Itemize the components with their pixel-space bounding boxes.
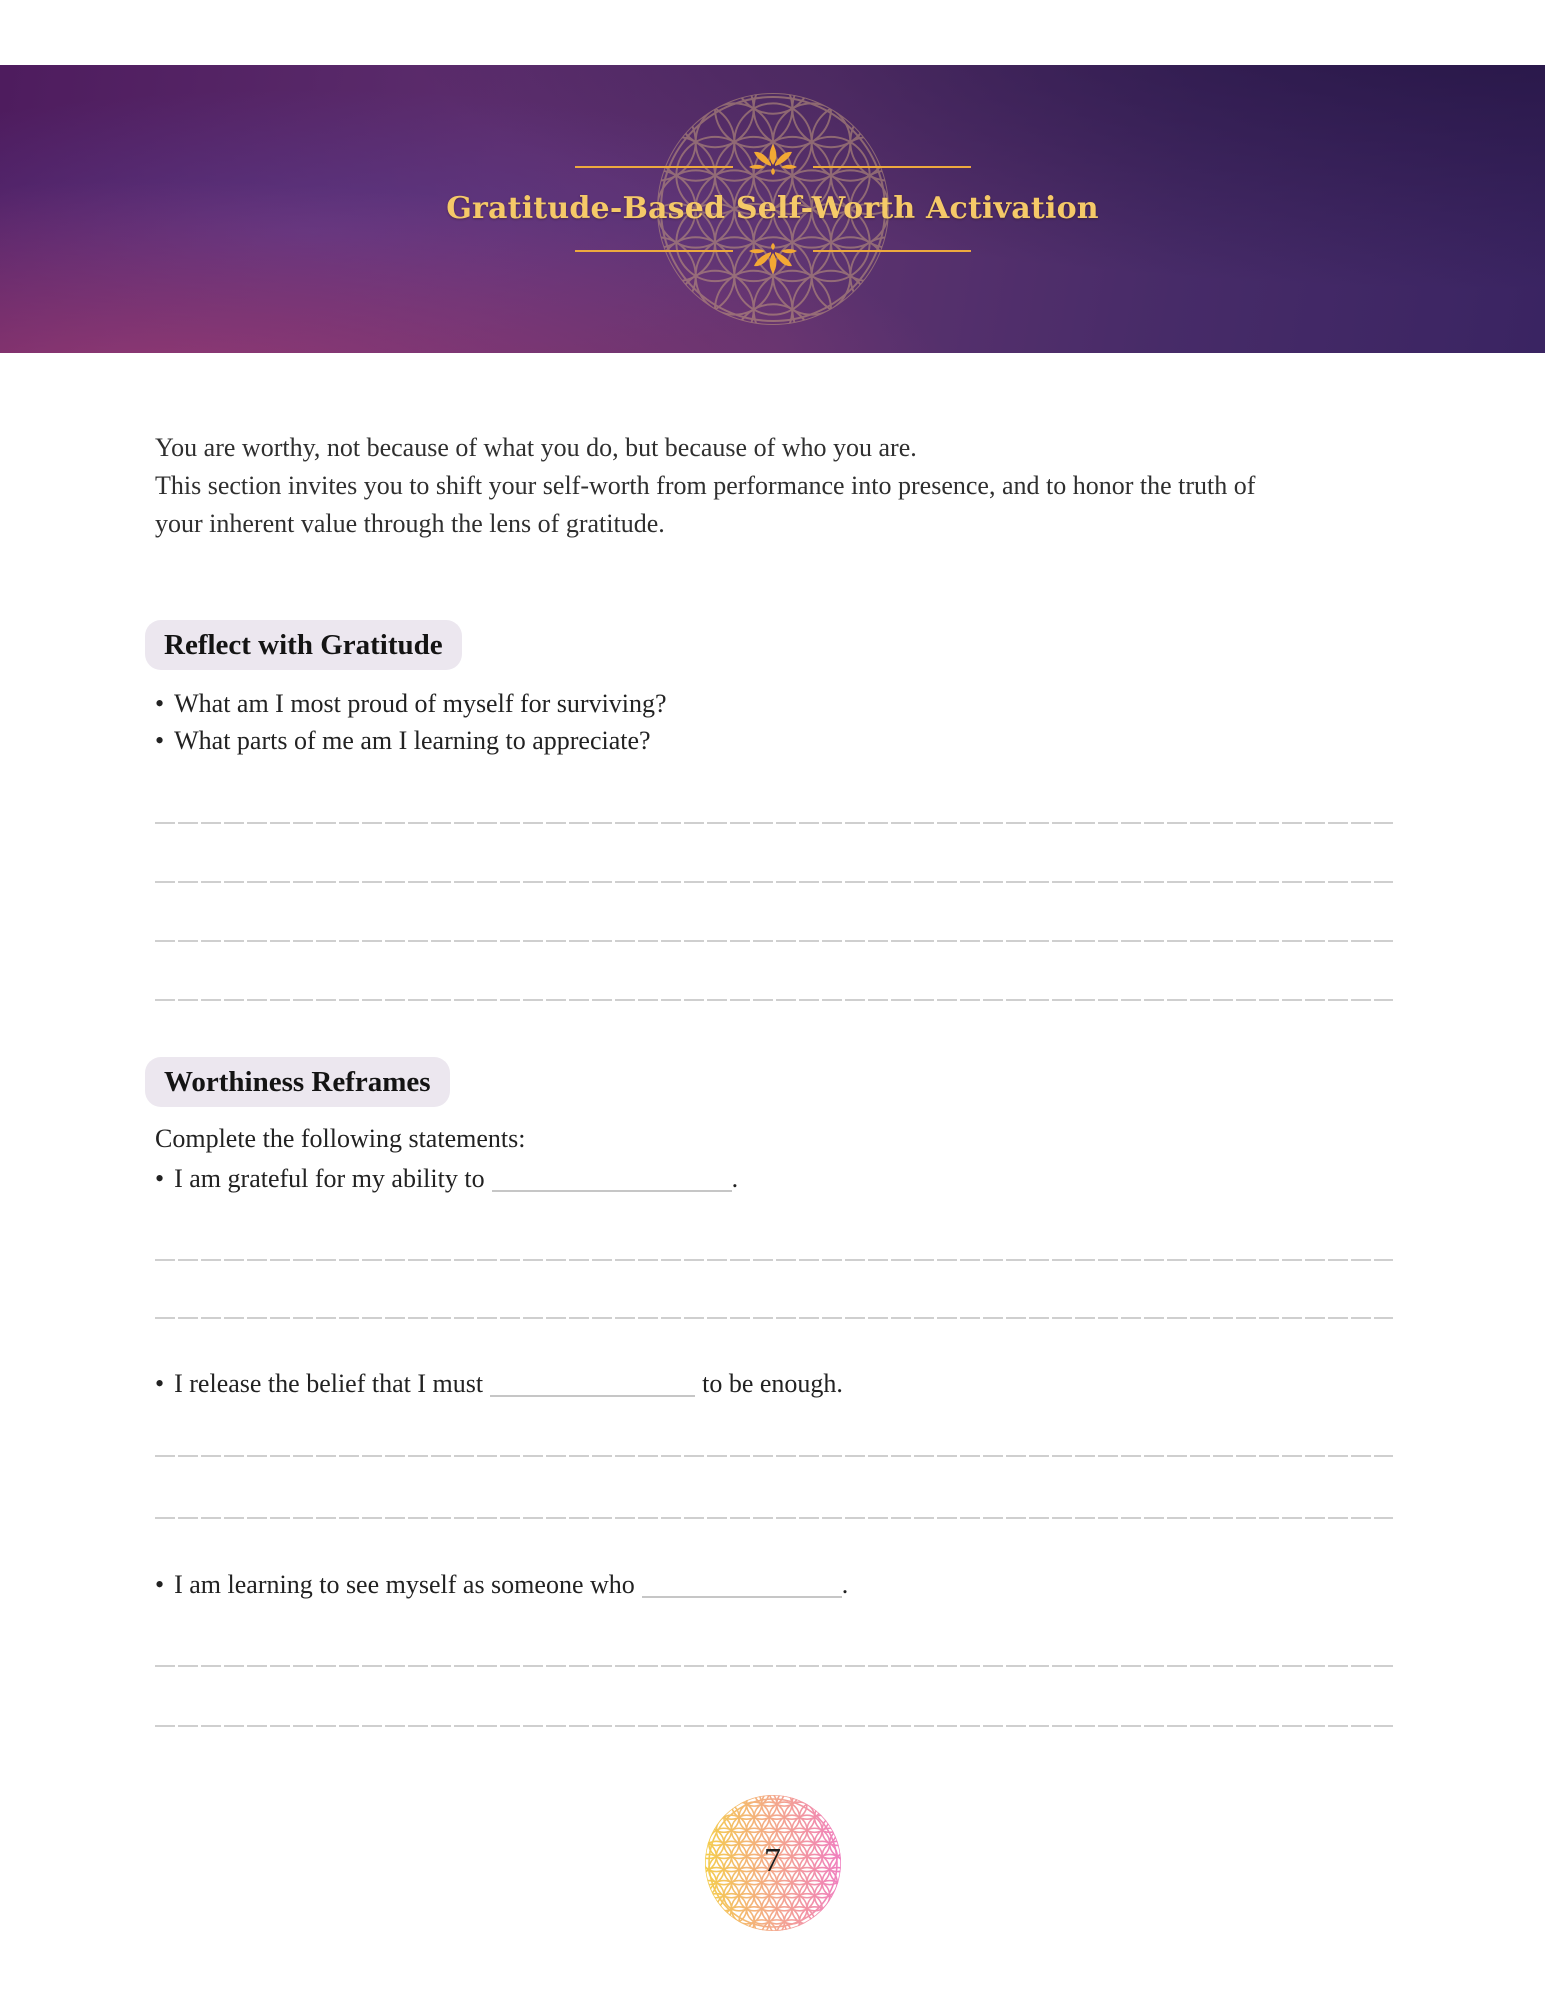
bullet-item <box>155 722 1393 759</box>
header-banner <box>0 65 1545 353</box>
writing-line <box>155 999 1393 1001</box>
writing-line <box>155 1455 1393 1457</box>
page-number: 7 <box>764 1842 781 1879</box>
bullet-icon: • <box>155 689 165 718</box>
prompt-before: I am grateful for my ability to <box>174 1164 485 1193</box>
reflect-bullet-list <box>155 685 1393 759</box>
intro-line: your inherent value through the lens of gratitude. <box>155 509 665 538</box>
bullet-item <box>155 685 1393 722</box>
page-title: Gratitude-Based Self-Worth Activation <box>446 191 1099 226</box>
ornament-line <box>813 166 971 168</box>
bullet-icon: • <box>155 1570 165 1599</box>
ornament-line <box>575 166 733 168</box>
writing-line <box>155 1725 1393 1727</box>
bullet-icon: • <box>155 1164 165 1193</box>
fill-in-blank-line <box>642 1596 842 1598</box>
ornament-divider-top <box>575 141 971 175</box>
writing-line <box>155 881 1393 883</box>
intro-line: This section invites you to shift your self-worth from performance into presence, and to honor the truth of <box>155 471 1256 500</box>
instruction-text: Complete the following statements: <box>155 1124 526 1153</box>
section-heading-pill: Reflect with Gratitude <box>145 620 462 670</box>
prompt-after: . <box>841 1570 849 1599</box>
banner-inner <box>0 65 1545 353</box>
fleur-ornament-icon <box>747 243 799 277</box>
writing-line <box>155 940 1393 942</box>
prompt-item <box>155 1160 1393 1198</box>
bullet-text: What parts of me am I learning to appreciate? <box>174 726 651 755</box>
ornament-line <box>575 250 733 252</box>
fleur-ornament-icon <box>747 141 799 175</box>
section-heading-pill: Worthiness Reframes <box>145 1057 450 1107</box>
page-footer <box>703 1793 843 1933</box>
prompt-before: I am learning to see myself as someone who <box>174 1570 635 1599</box>
prompt-after: . <box>731 1164 739 1193</box>
prompt-item <box>155 1566 1393 1604</box>
page-content <box>0 429 1545 1727</box>
section-heading-reflect <box>155 620 1393 670</box>
writing-line <box>155 1259 1393 1261</box>
fill-in-blank-line <box>490 1395 695 1397</box>
prompt-item <box>155 1365 1393 1403</box>
fill-in-blank-line <box>492 1190 732 1192</box>
bullet-icon: • <box>155 1369 165 1398</box>
bullet-text: What am I most proud of myself for surviving? <box>174 689 667 718</box>
intro-paragraph <box>155 429 1393 543</box>
intro-line: You are worthy, not because of what you do, but because of who you are. <box>155 433 917 462</box>
writing-line <box>155 822 1393 824</box>
section-heading-reframes <box>155 1057 1393 1107</box>
ornament-line <box>813 250 971 252</box>
prompt-after: to be enough. <box>702 1369 843 1398</box>
bullet-icon: • <box>155 726 165 755</box>
writing-line <box>155 1317 1393 1319</box>
writing-line <box>155 1665 1393 1667</box>
ornament-divider-bottom <box>575 243 971 277</box>
writing-line <box>155 1517 1393 1519</box>
prompt-before: I release the belief that I must <box>174 1369 484 1398</box>
